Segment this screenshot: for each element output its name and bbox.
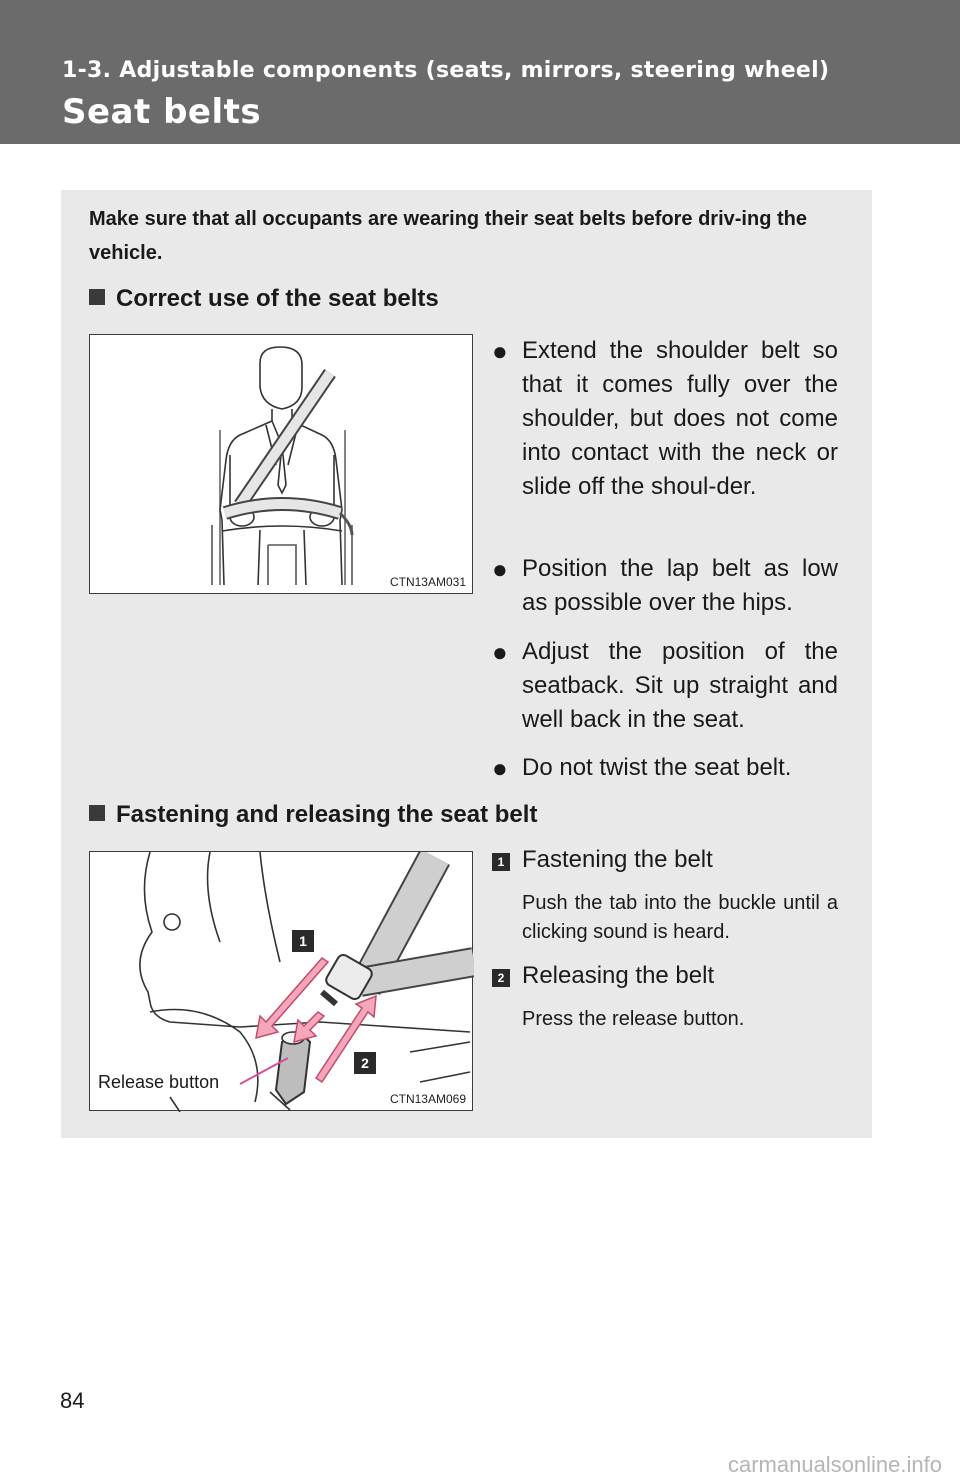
bullet-item	[492, 635, 838, 737]
page-header	[0, 0, 960, 144]
figure-code: CTN13AM031	[389, 575, 466, 589]
figure-code: CTN13AM069	[389, 1092, 466, 1106]
step-number-badge: 2	[492, 969, 510, 987]
figure-buckle	[89, 851, 473, 1111]
step-label: Releasing the belt	[522, 962, 715, 989]
bullet-item	[492, 552, 838, 620]
bullet-text: Position the lap belt as low as possible over the hips.	[522, 555, 838, 616]
subheading-correct-use	[89, 284, 439, 314]
section-title: 1-3. Adjustable components (seats, mirrors, steering wheel)	[62, 58, 830, 83]
figure-seated-occupant	[89, 334, 473, 594]
bullet-dot-icon: ●	[492, 336, 508, 366]
bullet-item	[492, 751, 838, 785]
page-number: 84	[60, 1388, 85, 1413]
bullet-dot-icon: ●	[492, 753, 508, 783]
subheading-text: Correct use of the seat belts	[116, 285, 439, 312]
watermark: carmanualsonline.info	[727, 1452, 942, 1477]
bullet-text: Extend the shoulder belt so that it comes fully over the shoulder, but does not come into contact with the neck or slide off the shoul-der.	[522, 337, 838, 500]
seated-occupant-illustration	[90, 335, 474, 595]
subheading-fastening	[89, 800, 537, 830]
step-description: Push the tab into the buckle until a clicking sound is heard.	[522, 892, 838, 943]
bullet-dot-icon: ●	[492, 554, 508, 584]
bullet-text: Do not twist the seat belt.	[522, 754, 792, 781]
step-fastening	[492, 843, 838, 947]
step-number-badge: 1	[492, 853, 510, 871]
callout-1: 1	[292, 930, 314, 952]
square-bullet-icon	[89, 805, 105, 821]
square-bullet-icon	[89, 289, 105, 305]
step-releasing	[492, 959, 838, 1034]
bullet-text: Adjust the position of the seatback. Sit up straight and well back in the seat.	[522, 638, 838, 733]
page-title: Seat belts	[62, 92, 262, 132]
bullet-dot-icon: ●	[492, 637, 508, 667]
step-label: Fastening the belt	[522, 846, 713, 873]
callout-2: 2	[354, 1052, 376, 1074]
subheading-text: Fastening and releasing the seat belt	[116, 801, 538, 828]
step-description: Press the release button.	[522, 1008, 745, 1030]
intro-text: Make sure that all occupants are wearing their seat belts before driv-ing the vehicle.	[89, 208, 807, 264]
release-button-label: Release button	[98, 1072, 220, 1092]
bullet-item	[492, 334, 838, 504]
